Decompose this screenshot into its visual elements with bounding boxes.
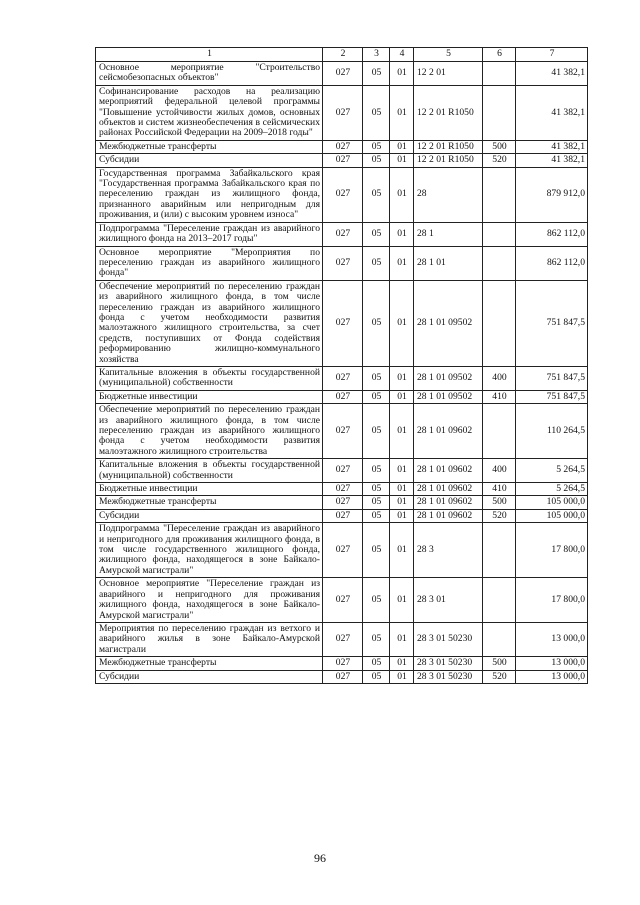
target-article-cell: 28 3 01 50230 bbox=[414, 670, 483, 683]
row-name-cell: Основное мероприятие "Переселение граждан из аварийного и непригодного для проживания жилищного фонда, находящегося в зоне Байкало-Амурской магистрали" bbox=[96, 578, 323, 623]
ministry-code-cell: 027 bbox=[323, 459, 363, 483]
row-name-cell: Межбюджетные трансферты bbox=[96, 496, 323, 509]
subsection-code-cell: 01 bbox=[390, 404, 414, 459]
row-name-cell: Субсидии bbox=[96, 509, 323, 522]
subsection-code-cell: 01 bbox=[390, 280, 414, 366]
row-name-cell: Межбюджетные трансферты bbox=[96, 657, 323, 670]
expense-type-cell bbox=[483, 280, 516, 366]
target-article-cell: 28 1 01 09602 bbox=[414, 496, 483, 509]
header-cell-5: 5 bbox=[414, 48, 483, 62]
amount-cell: 862 112,0 bbox=[516, 246, 588, 280]
expense-type-cell: 500 bbox=[483, 657, 516, 670]
target-article-cell: 28 1 01 09602 bbox=[414, 404, 483, 459]
ministry-code-cell: 027 bbox=[323, 366, 363, 390]
subsection-code-cell: 01 bbox=[390, 154, 414, 167]
amount-cell: 5 264,5 bbox=[516, 459, 588, 483]
table-row bbox=[96, 154, 588, 167]
amount-cell: 13 000,0 bbox=[516, 670, 588, 683]
section-code-cell: 05 bbox=[363, 496, 390, 509]
subsection-code-cell: 01 bbox=[390, 523, 414, 578]
target-article-cell: 12 2 01 R1050 bbox=[414, 85, 483, 140]
ministry-code-cell: 027 bbox=[323, 670, 363, 683]
section-code-cell: 05 bbox=[363, 154, 390, 167]
target-article-cell: 12 2 01 R1050 bbox=[414, 154, 483, 167]
subsection-code-cell: 01 bbox=[390, 578, 414, 623]
section-code-cell: 05 bbox=[363, 404, 390, 459]
section-code-cell: 05 bbox=[363, 622, 390, 656]
section-code-cell: 05 bbox=[363, 167, 390, 222]
ministry-code-cell: 027 bbox=[323, 62, 363, 86]
target-article-cell: 28 1 01 09602 bbox=[414, 483, 483, 496]
target-article-cell: 28 1 01 bbox=[414, 246, 483, 280]
table-row bbox=[96, 390, 588, 403]
amount-cell: 13 000,0 bbox=[516, 657, 588, 670]
amount-cell: 862 112,0 bbox=[516, 222, 588, 246]
amount-cell: 105 000,0 bbox=[516, 496, 588, 509]
subsection-code-cell: 01 bbox=[390, 483, 414, 496]
section-code-cell: 05 bbox=[363, 509, 390, 522]
subsection-code-cell: 01 bbox=[390, 459, 414, 483]
ministry-code-cell: 027 bbox=[323, 404, 363, 459]
row-name-cell: Софинансирование расходов на реализацию мероприятий федеральной целевой программы "Повышение устойчивости жилых домов, основных объектов и систем жизнеобеспечения в сейсмических районах Российской Федерации на 2009–2018 годы" bbox=[96, 85, 323, 140]
header-cell-7: 7 bbox=[516, 48, 588, 62]
table-row bbox=[96, 657, 588, 670]
amount-cell: 13 000,0 bbox=[516, 622, 588, 656]
table-row bbox=[96, 622, 588, 656]
row-name-cell: Обеспечение мероприятий по переселению граждан из аварийного жилищного фонда, в том числе переселению граждан из аварийного жилищного фонда с учетом необходимости развития малоэтажного жилищного строительства, за счет средств, поступивших от Фонда содействия реформированию жилищно-коммунального хозяйства bbox=[96, 280, 323, 366]
table-row bbox=[96, 85, 588, 140]
section-code-cell: 05 bbox=[363, 366, 390, 390]
ministry-code-cell: 027 bbox=[323, 222, 363, 246]
target-article-cell: 28 1 01 09602 bbox=[414, 509, 483, 522]
amount-cell: 41 382,1 bbox=[516, 154, 588, 167]
amount-cell: 105 000,0 bbox=[516, 509, 588, 522]
expense-type-cell: 400 bbox=[483, 459, 516, 483]
ministry-code-cell: 027 bbox=[323, 483, 363, 496]
page-number: 96 bbox=[314, 851, 326, 865]
table-row bbox=[96, 62, 588, 86]
subsection-code-cell: 01 bbox=[390, 222, 414, 246]
ministry-code-cell: 027 bbox=[323, 154, 363, 167]
table-row bbox=[96, 140, 588, 153]
expense-type-cell: 520 bbox=[483, 154, 516, 167]
table-row bbox=[96, 523, 588, 578]
ministry-code-cell: 027 bbox=[323, 280, 363, 366]
section-code-cell: 05 bbox=[363, 280, 390, 366]
section-code-cell: 05 bbox=[363, 459, 390, 483]
section-code-cell: 05 bbox=[363, 670, 390, 683]
target-article-cell: 28 3 01 50230 bbox=[414, 657, 483, 670]
amount-cell: 17 800,0 bbox=[516, 523, 588, 578]
table-row bbox=[96, 167, 588, 222]
expense-type-cell bbox=[483, 222, 516, 246]
expense-type-cell bbox=[483, 62, 516, 86]
subsection-code-cell: 01 bbox=[390, 509, 414, 522]
ministry-code-cell: 027 bbox=[323, 523, 363, 578]
table-row bbox=[96, 366, 588, 390]
table-row bbox=[96, 670, 588, 683]
table-row bbox=[96, 509, 588, 522]
target-article-cell: 28 1 bbox=[414, 222, 483, 246]
header-cell-1: 1 bbox=[96, 48, 323, 62]
table-row bbox=[96, 246, 588, 280]
expense-type-cell: 520 bbox=[483, 509, 516, 522]
row-name-cell: Субсидии bbox=[96, 670, 323, 683]
subsection-code-cell: 01 bbox=[390, 62, 414, 86]
header-cell-6: 6 bbox=[483, 48, 516, 62]
amount-cell: 5 264,5 bbox=[516, 483, 588, 496]
amount-cell: 751 847,5 bbox=[516, 280, 588, 366]
subsection-code-cell: 01 bbox=[390, 622, 414, 656]
row-name-cell: Субсидии bbox=[96, 154, 323, 167]
target-article-cell: 28 1 01 09502 bbox=[414, 366, 483, 390]
table-row bbox=[96, 222, 588, 246]
target-article-cell: 28 3 01 50230 bbox=[414, 622, 483, 656]
table-row bbox=[96, 578, 588, 623]
table-header-row bbox=[96, 48, 588, 62]
target-article-cell: 12 2 01 bbox=[414, 62, 483, 86]
amount-cell: 41 382,1 bbox=[516, 85, 588, 140]
expense-type-cell bbox=[483, 246, 516, 280]
row-name-cell: Подпрограмма "Переселение граждан из аварийного и непригодного для проживания жилищного фонда, в том числе государственного жилищного фонда, жилищного фонда, находящегося в зоне Байкало-Амурской магистрали" bbox=[96, 523, 323, 578]
ministry-code-cell: 027 bbox=[323, 140, 363, 153]
expense-type-cell bbox=[483, 85, 516, 140]
target-article-cell: 28 3 bbox=[414, 523, 483, 578]
row-name-cell: Капитальные вложения в объекты государственной (муниципальной) собственности bbox=[96, 459, 323, 483]
row-name-cell: Основное мероприятие "Строительство сейсмобезопасных объектов" bbox=[96, 62, 323, 86]
budget-table bbox=[95, 47, 588, 684]
section-code-cell: 05 bbox=[363, 62, 390, 86]
section-code-cell: 05 bbox=[363, 246, 390, 280]
table-row bbox=[96, 483, 588, 496]
expense-type-cell: 500 bbox=[483, 496, 516, 509]
section-code-cell: 05 bbox=[363, 140, 390, 153]
target-article-cell: 28 1 01 09602 bbox=[414, 459, 483, 483]
amount-cell: 879 912,0 bbox=[516, 167, 588, 222]
subsection-code-cell: 01 bbox=[390, 657, 414, 670]
table-row bbox=[96, 496, 588, 509]
target-article-cell: 12 2 01 R1050 bbox=[414, 140, 483, 153]
target-article-cell: 28 1 01 09502 bbox=[414, 280, 483, 366]
expense-type-cell: 500 bbox=[483, 140, 516, 153]
subsection-code-cell: 01 bbox=[390, 496, 414, 509]
table-row bbox=[96, 404, 588, 459]
expense-type-cell bbox=[483, 523, 516, 578]
ministry-code-cell: 027 bbox=[323, 496, 363, 509]
ministry-code-cell: 027 bbox=[323, 622, 363, 656]
target-article-cell: 28 bbox=[414, 167, 483, 222]
subsection-code-cell: 01 bbox=[390, 390, 414, 403]
table-row bbox=[96, 459, 588, 483]
ministry-code-cell: 027 bbox=[323, 167, 363, 222]
row-name-cell: Государственная программа Забайкальского края "Государственная программа Забайкальского края по переселению граждан из жилищного фонда, признанного аварийным или непригодным для проживания, и (или) с высоким уровнем износа" bbox=[96, 167, 323, 222]
header-cell-2: 2 bbox=[323, 48, 363, 62]
subsection-code-cell: 01 bbox=[390, 85, 414, 140]
section-code-cell: 05 bbox=[363, 657, 390, 670]
expense-type-cell bbox=[483, 167, 516, 222]
amount-cell: 751 847,5 bbox=[516, 390, 588, 403]
row-name-cell: Межбюджетные трансферты bbox=[96, 140, 323, 153]
row-name-cell: Мероприятия по переселению граждан из ветхого и аварийного жилья в зоне Байкало-Амурской магистрали bbox=[96, 622, 323, 656]
expense-type-cell bbox=[483, 622, 516, 656]
target-article-cell: 28 3 01 bbox=[414, 578, 483, 623]
row-name-cell: Бюджетные инвестиции bbox=[96, 483, 323, 496]
row-name-cell: Бюджетные инвестиции bbox=[96, 390, 323, 403]
amount-cell: 17 800,0 bbox=[516, 578, 588, 623]
row-name-cell: Капитальные вложения в объекты государственной (муниципальной) собственности bbox=[96, 366, 323, 390]
header-cell-4: 4 bbox=[390, 48, 414, 62]
ministry-code-cell: 027 bbox=[323, 509, 363, 522]
section-code-cell: 05 bbox=[363, 222, 390, 246]
section-code-cell: 05 bbox=[363, 523, 390, 578]
subsection-code-cell: 01 bbox=[390, 670, 414, 683]
section-code-cell: 05 bbox=[363, 85, 390, 140]
section-code-cell: 05 bbox=[363, 483, 390, 496]
subsection-code-cell: 01 bbox=[390, 167, 414, 222]
expense-type-cell: 410 bbox=[483, 483, 516, 496]
subsection-code-cell: 01 bbox=[390, 246, 414, 280]
amount-cell: 41 382,1 bbox=[516, 62, 588, 86]
ministry-code-cell: 027 bbox=[323, 578, 363, 623]
row-name-cell: Подпрограмма "Переселение граждан из аварийного жилищного фонда на 2013–2017 годы" bbox=[96, 222, 323, 246]
amount-cell: 751 847,5 bbox=[516, 366, 588, 390]
table-row bbox=[96, 280, 588, 366]
ministry-code-cell: 027 bbox=[323, 390, 363, 403]
header-cell-3: 3 bbox=[363, 48, 390, 62]
expense-type-cell bbox=[483, 404, 516, 459]
target-article-cell: 28 1 01 09502 bbox=[414, 390, 483, 403]
row-name-cell: Основное мероприятие "Мероприятия по переселению граждан из аварийного жилищного фонда" bbox=[96, 246, 323, 280]
expense-type-cell: 520 bbox=[483, 670, 516, 683]
subsection-code-cell: 01 bbox=[390, 366, 414, 390]
expense-type-cell bbox=[483, 578, 516, 623]
row-name-cell: Обеспечение мероприятий по переселению граждан из аварийного жилищного фонда, в том числе переселению граждан из аварийного жилищного фонда с учетом необходимости развития малоэтажного жилищного строительства bbox=[96, 404, 323, 459]
expense-type-cell: 400 bbox=[483, 366, 516, 390]
amount-cell: 41 382,1 bbox=[516, 140, 588, 153]
ministry-code-cell: 027 bbox=[323, 85, 363, 140]
section-code-cell: 05 bbox=[363, 390, 390, 403]
section-code-cell: 05 bbox=[363, 578, 390, 623]
amount-cell: 110 264,5 bbox=[516, 404, 588, 459]
subsection-code-cell: 01 bbox=[390, 140, 414, 153]
ministry-code-cell: 027 bbox=[323, 657, 363, 670]
ministry-code-cell: 027 bbox=[323, 246, 363, 280]
expense-type-cell: 410 bbox=[483, 390, 516, 403]
